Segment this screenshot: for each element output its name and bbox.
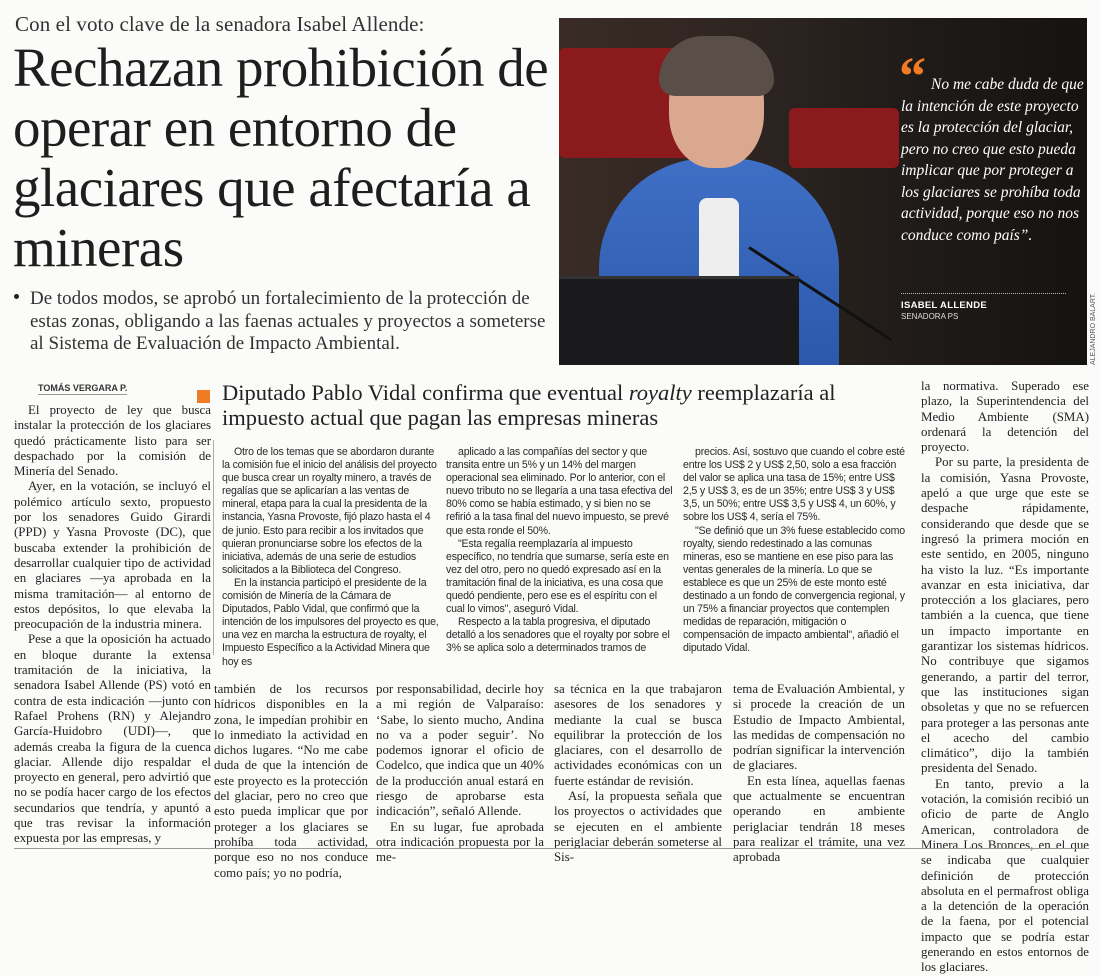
bottom-divider xyxy=(14,848,1089,849)
article-column xyxy=(733,682,905,866)
photo-isabel-allende xyxy=(559,18,1087,365)
paragraph: En la instancia participó el presidente de la comisión de Minería de la Cámara de Diputados, Pablo Vidal, que confirmó que la intención de los impulsores del proyecto es que, una vez en marcha la estructura de royalty, el Impuesto Específico a la Actividad Minera que hoy es xyxy=(222,576,439,668)
quote-divider xyxy=(901,293,1066,294)
sidebar-column xyxy=(222,446,440,669)
pull-quote: No me cabe duda de que la intención de este proyecto es la protección del glaciar, pero no creo que esto pueda implicar que por proteger a los glaciares se prohíba toda actividad, porque eso no nos conduce como país”. xyxy=(901,76,1084,244)
article-column xyxy=(554,682,722,866)
article-column xyxy=(921,379,1089,976)
photo-credit: ALEJANDRO BALART. xyxy=(1090,292,1097,365)
paragraph: En esta línea, aquellas faenas que actualmente se encuentran operando en ambiente periglaciar tendrán 18 meses para realizar el trámite, una vez aprobada xyxy=(733,773,905,865)
sidebar-divider xyxy=(213,440,214,655)
article-column xyxy=(214,682,368,881)
article-column xyxy=(376,682,544,866)
quote-mark-icon: “ xyxy=(899,46,926,106)
deck: De todos modos, se aprobó un fortalecimiento de la protección de estas zonas, obligando a las faenas actuales y proyectos a someterse al Sistema de Evaluación de Impacto Ambiental. xyxy=(30,288,546,354)
paragraph: también de los recursos hídricos disponibles en la zona, le impedían prohibir en lo inmediato la actividad en dichos lugares. “No me cabe duda de que la intención de este proyecto es la protección del glaciar, pero no creo que esto pueda implicar que por proteger a los glaciares se prohíba toda actividad, porque eso no nos conduce como país; yo no podría, xyxy=(214,682,368,880)
paragraph: Ayer, en la votación, se incluyó el polémico artículo sexto, propuesto por los senadores Guido Girardi (PPD) y Yasna Provoste (DC), que buscaba extender la prohibición de desarrollar cualquier tipo de actividad en glaciares —ya aprobada en la misma tramitación— al entorno de estos depósitos, lo que elevaba la preocupación de la industria minera. xyxy=(14,479,211,632)
red-chair xyxy=(789,108,899,168)
paragraph: aplicado a las compañías del sector y que transita entre un 5% y un 14% del margen operacional sea eliminado. Por lo anterior, con el nuevo tributo no se llegaría a una tasa efectiva del 80% como se había estimado, y si bien no se refirió a la tasa final del nuevo impuesto, se prevé que esta ronde el 50%. xyxy=(446,446,673,537)
article-column xyxy=(14,403,211,847)
sidebar-headline-italic: royalty xyxy=(628,380,692,405)
paragraph: "Esta regalía reemplazaría al impuesto específico, no tendría que sumarse, sería este en vez del otro, pero no quedó expresado así en la tramitación final de la iniciativa, es una cosa que quedó pendiente, pero ese es el espíritu con el cual lo vimos", aseguró Vidal. xyxy=(446,537,669,616)
kicker: Con el voto clave de la senadora Isabel Allende: xyxy=(15,12,425,36)
paragraph: "Se definió que un 3% fuese establecido como royalty, siendo redestinado a las comunas mineras, eso se mantiene en ese piso para las ventas generales de la minería. Lo que se establece es que un 25% de este monto esté destinado a un fondo de convergencia regional, y un 75% a financiar proyectos que contemplen medidas de reparación, mitigación o compensación de impacto ambiental", añadió el diputado Vidal. xyxy=(683,524,905,655)
deck-bullet-icon xyxy=(14,294,19,299)
sidebar-headline xyxy=(222,380,912,430)
paragraph: tema de Evaluación Ambiental, y si procede la creación de un Estudio de Impacto Ambiental, las medidas de compensación no podrían significar la intervención de glaciares. xyxy=(733,682,905,773)
paragraph: Respecto a la tabla progresiva, el diputado detalló a los senadores que el royalty por sobre el 3% se aplica solo a determinados tramos de xyxy=(446,616,670,655)
paragraph: El proyecto de ley que busca instalar la protección de los glaciares quedó prácticamente listo para ser despachado por la comisión de Minería del Senado. xyxy=(14,403,211,479)
headline: Rechazan prohibición de operar en entorno de glaciares que afectaría a mineras xyxy=(13,37,549,278)
paragraph: Por su parte, la presidenta de la comisión, Yasna Provoste, apeló a que urge que este se despache rápidamente, considerando que desde que se ingresó la primera moción en este sentido, en 2005, ninguno ha visto la luz. “Es importante avanzar en esta iniciativa, dar protección a los glaciares, pero también a la cuenca, que tiene un impacto importante en garantizar los sistemas hídricos. No contribuye que sigamos generando, a partir del terror, que las instituciones sigan obsoletas y que no se refuercen para proteger a las personas ante el acecho del cambio climático”, dijo la también presidenta del Senado. xyxy=(921,455,1089,776)
sidebar-column xyxy=(683,446,911,656)
quote-role: SENADORA PS xyxy=(901,312,959,321)
paragraph: sa técnica en la que trabajaron asesores de los senadores y mediante la cual se busca equilibrar la protección de los glaciares, con el desarrollo de actividades económicas con un fuerte estándar de revisión. xyxy=(554,682,722,788)
paragraph: Otro de los temas que se abordaron durante la comisión fue el inicio del análisis del proyecto que busca crear un royalty minero, a través de regalías que se aplicarían a las ventas de mineral, etapa para la cual la presidenta de la instancia, Yasna Provoste, fijó plazo hasta el 4 de junio. Esto para recibir a los invitados que quieran pronunciarse sobre los efectos de la iniciativa, además de una serie de estudios solicitados a la Biblioteca del Congreso. xyxy=(222,446,437,576)
paragraph: En su lugar, fue aprobada otra indicación propuesta por la me- xyxy=(376,819,544,865)
orange-square-icon xyxy=(197,390,210,403)
person-hair xyxy=(659,36,774,96)
paragraph: Así, la propuesta señala que los proyectos o actividades que se ejecuten en el ambiente periglaciar deberán someterse al Sis- xyxy=(554,789,722,865)
byline: TOMÁS VERGARA P. xyxy=(38,383,128,393)
sidebar-headline-part: Diputado Pablo Vidal confirma que eventual xyxy=(222,380,629,405)
paragraph: precios. Así, sostuvo que cuando el cobre esté entre los US$ 2 y US$ 2,50, solo a esa fracción del valor se aplica una tasa de 15%; entre US$ 2,5 y US$ 3, es de un 35%; entre US$ 3 y US$ 3,5, un 50%; entre US$ 3,5 y US$ 4, un 60%, y sobre los US$ 4, sería el 75%. xyxy=(683,446,905,524)
paragraph: Pese a que la oposición ha actuado en bloque durante la extensa tramitación de la iniciativa, la senadora Isabel Allende (PS) votó en contra de esta indicación —junto con Rafael Prohens (RN) y Alejandro García-Huidobro (UDI)—, que además creaba la figura de la cuenca glaciar. Allende dijo respaldar el proyecto en general, pero advirtió que no se podía hacer cargo de los efectos secundarios que tendría, y apuntó a que tras revisar la información expuesta por las empresas, y xyxy=(14,632,211,846)
sidebar-headline-part: reemplazaría al impuesto actual que pagan las empresas mineras xyxy=(222,380,836,430)
monitor xyxy=(559,276,799,365)
paragraph: En tanto, previo a la votación, la comisión recibió un oficio de parte de Anglo American, controladora de Minera Los Bronces, en el que se indicaba que cualquier definición de protección absoluta en el permafrost obliga a la detención de la operación de la faena, por el potencial impacto que se podría estar generando en estos entornos de los glaciares. xyxy=(921,776,1089,975)
paragraph: la normativa. Superado ese plazo, la Superintendencia del Medio Ambiente (SMA) ordenará la detención del proyecto. xyxy=(921,379,1089,455)
paragraph: por responsabilidad, decirle hoy a mi región de Valparaíso: ‘Sabe, lo siento mucho, Andina no va a poder seguir’. No podemos ignorar el oficio de Codelco, que indica que un 40% de la producción anual estará en riesgo de aprobarse esta indicación”, señaló Allende. xyxy=(376,682,544,819)
quote-name: ISABEL ALLENDE xyxy=(901,300,988,311)
sidebar-column xyxy=(446,446,674,656)
